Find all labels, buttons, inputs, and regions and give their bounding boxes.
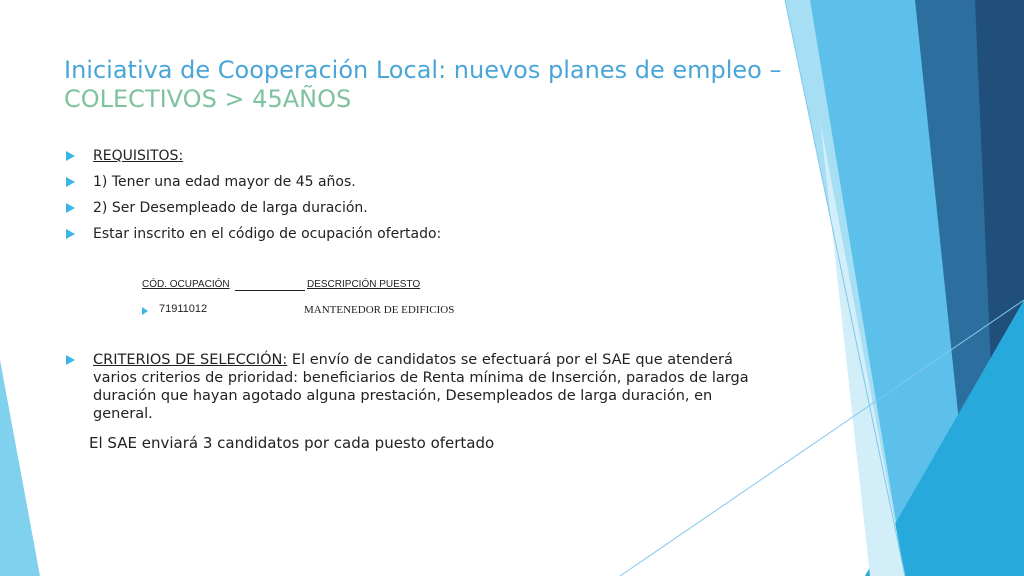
occupation-table-header: [142, 279, 421, 290]
list-item: [64, 200, 784, 217]
footer-note: El SAE enviará 3 candidatos por cada puesto ofertado: [89, 434, 495, 452]
title-line-2: COLECTIVOS > 45AÑOS: [64, 85, 352, 113]
requirement-text: 2) Ser Desempleado de larga duración.: [93, 200, 368, 216]
list-item: [64, 226, 784, 243]
list-item: [64, 174, 784, 191]
bullet-arrow-icon: [66, 355, 75, 365]
criteria-text: El envío de candidatos se efectuará por el SAE que atenderá varios criterios de prioridad: beneficiarios de Renta mínima de Inserción, parados de larga duración que hayan agotado alguna prestación, Desempleados de larga duración, en general.: [93, 352, 749, 422]
bullet-arrow-icon: [66, 151, 75, 161]
col-code-header: CÓD. OCUPACIÓN: [142, 279, 230, 290]
slide-title: [64, 56, 784, 114]
occupation-description: MANTENEDOR DE EDIFICIOS: [304, 304, 455, 316]
bullet-arrow-icon: [66, 203, 75, 213]
requirements-heading: REQUISITOS:: [93, 148, 184, 164]
occupation-code: 71911012: [159, 303, 208, 315]
bullet-arrow-icon: [66, 177, 75, 187]
left-bottom-shape: [0, 360, 40, 576]
bullet-arrow-icon: [66, 229, 75, 239]
col-desc-header: DESCRIPCIÓN PUESTO: [307, 279, 421, 290]
criteria-label: CRITERIOS DE SELECCIÓN:: [93, 352, 288, 368]
requirement-text: Estar inscrito en el código de ocupación ofertado:: [93, 226, 442, 242]
requirements-list: [64, 148, 784, 252]
list-item: [64, 148, 784, 165]
header-underline: [235, 290, 305, 291]
title-line-1: Iniciativa de Cooperación Local: nuevos planes de empleo –: [64, 56, 782, 84]
requirement-text: 1) Tener una edad mayor de 45 años.: [93, 174, 356, 190]
selection-criteria: [64, 351, 764, 423]
bullet-arrow-icon: [142, 307, 148, 315]
